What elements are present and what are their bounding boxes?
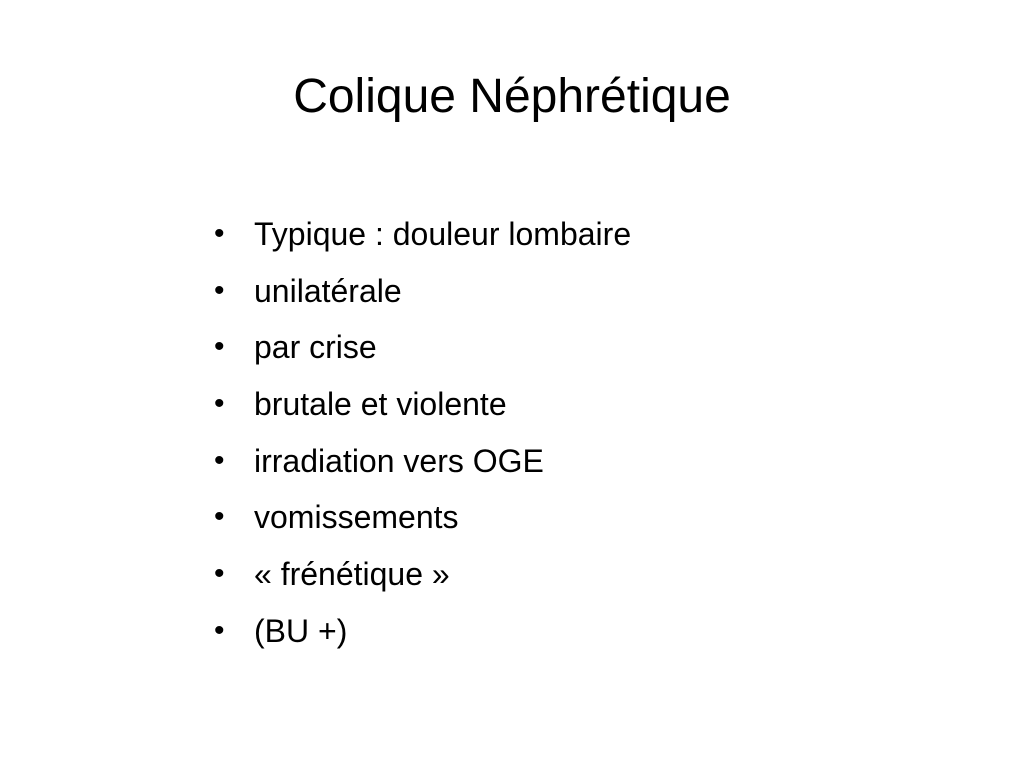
slide-title: Colique Néphrétique: [293, 70, 731, 123]
bullet-icon: •: [214, 500, 225, 534]
bullet-text: vomissements: [254, 499, 459, 536]
bullet-icon: •: [214, 557, 225, 591]
bullet-text: unilatérale: [254, 272, 402, 309]
list-item: [212, 263, 631, 320]
bullet-list: [212, 206, 631, 660]
bullet-text: Typique : douleur lombaire: [254, 216, 632, 252]
bullet-text: brutale et violente: [254, 386, 507, 423]
list-item: [212, 433, 631, 490]
list-item: [212, 376, 631, 433]
bullet-icon: •: [214, 273, 225, 307]
bullet-icon: •: [214, 330, 225, 364]
bullet-text: par crise: [254, 329, 377, 366]
list-item: [212, 489, 631, 546]
list-item: [212, 546, 631, 603]
list-item: [212, 319, 631, 376]
bullet-text: (BU +): [254, 612, 348, 649]
list-item: [212, 603, 631, 660]
bullet-text: « frénétique »: [254, 556, 450, 593]
bullet-text: irradiation vers OGE: [254, 442, 544, 479]
list-item: [212, 206, 631, 263]
bullet-icon: •: [214, 387, 225, 421]
bullet-icon: •: [214, 217, 225, 250]
bullet-icon: •: [214, 613, 225, 647]
bullet-icon: •: [214, 443, 225, 477]
